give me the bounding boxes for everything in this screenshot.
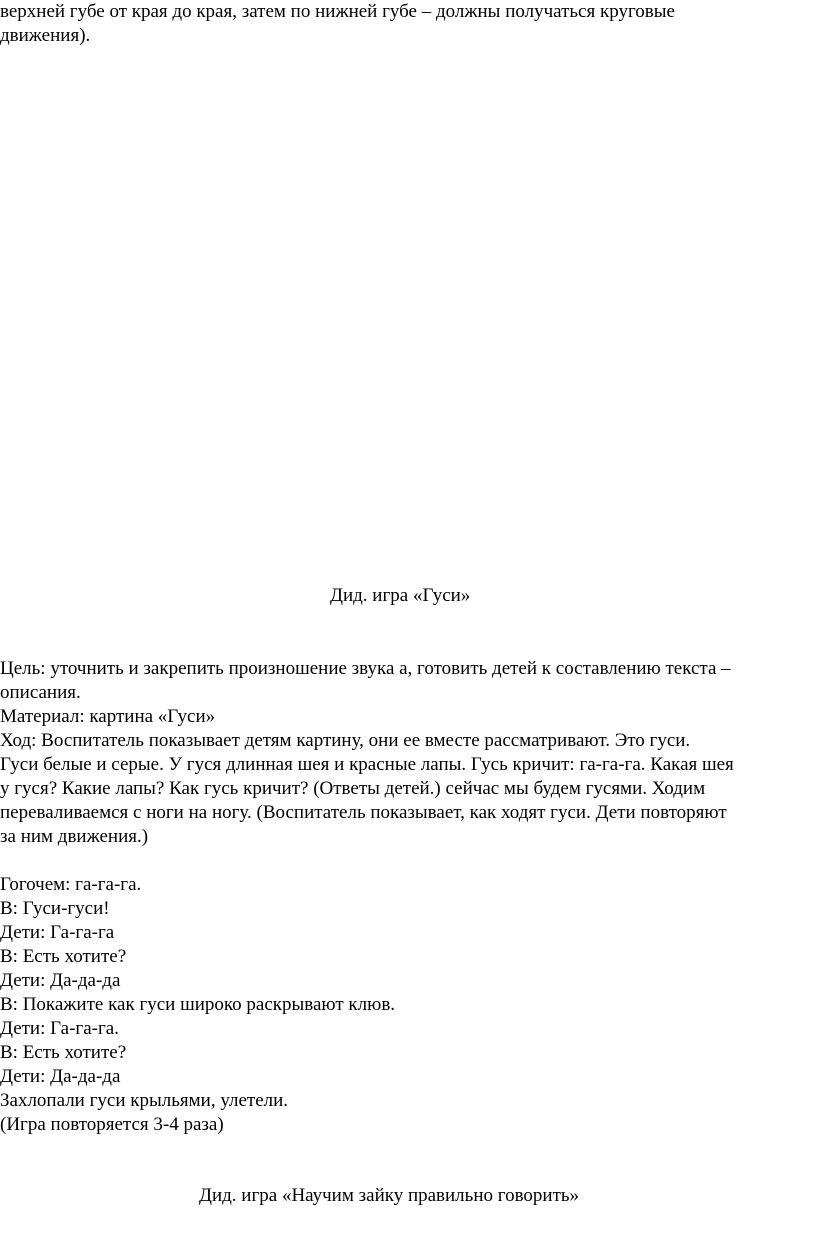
dialogue-line: Гогочем: га-га-га. [0, 874, 142, 895]
procedure-line: переваливаемся с ноги на ногу. (Воспитатель показывает, как ходят гуси. Дети повторяют [0, 802, 727, 823]
dialogue-line: (Игра повторяется 3-4 раза) [0, 1114, 224, 1135]
dialogue-line: В: Покажите как гуси широко раскрывают клюв. [0, 994, 396, 1015]
procedure-line: Гуси белые и серые. У гуся длинная шея и красные лапы. Гусь кричит: га-га-га. Какая шея [0, 754, 734, 775]
game1-title: Дид. игра «Гуси» [330, 585, 471, 606]
dialogue-line: Дети: Га-га-га. [0, 1018, 119, 1039]
game1-goal-line-1: Цель: уточнить и закрепить произношение звука а, готовить детей к составлению текста – [0, 658, 731, 679]
dialogue-line: В: Есть хотите? [0, 1042, 127, 1063]
game1-goal-line-2: описания. [0, 682, 81, 703]
procedure-line: за ним движения.) [0, 826, 149, 847]
dialogue-line: Дети: Га-га-га [0, 922, 115, 943]
dialogue-line: Дети: Да-да-да [0, 970, 121, 991]
intro-line-2: движения). [0, 25, 91, 46]
procedure-line: у гуся? Какие лапы? Как гусь кричит? (Ответы детей.) сейчас мы будем гусями. Ходим [0, 778, 706, 799]
intro-line-1: верхней губе от края до края, затем по нижней губе – должны получаться круговые [0, 1, 675, 22]
game2-title: Дид. игра «Научим зайку правильно говорить» [199, 1185, 580, 1206]
dialogue-line: В: Гуси-гуси! [0, 898, 110, 919]
dialogue-line: В: Есть хотите? [0, 946, 127, 967]
game1-material: Материал: картина «Гуси» [0, 706, 216, 727]
procedure-line: Ход: Воспитатель показывает детям картину, они ее вместе рассматривают. Это гуси. [0, 730, 691, 751]
dialogue-line: Дети: Да-да-да [0, 1066, 121, 1087]
dialogue-line: Захлопали гуси крыльями, улетели. [0, 1090, 289, 1111]
